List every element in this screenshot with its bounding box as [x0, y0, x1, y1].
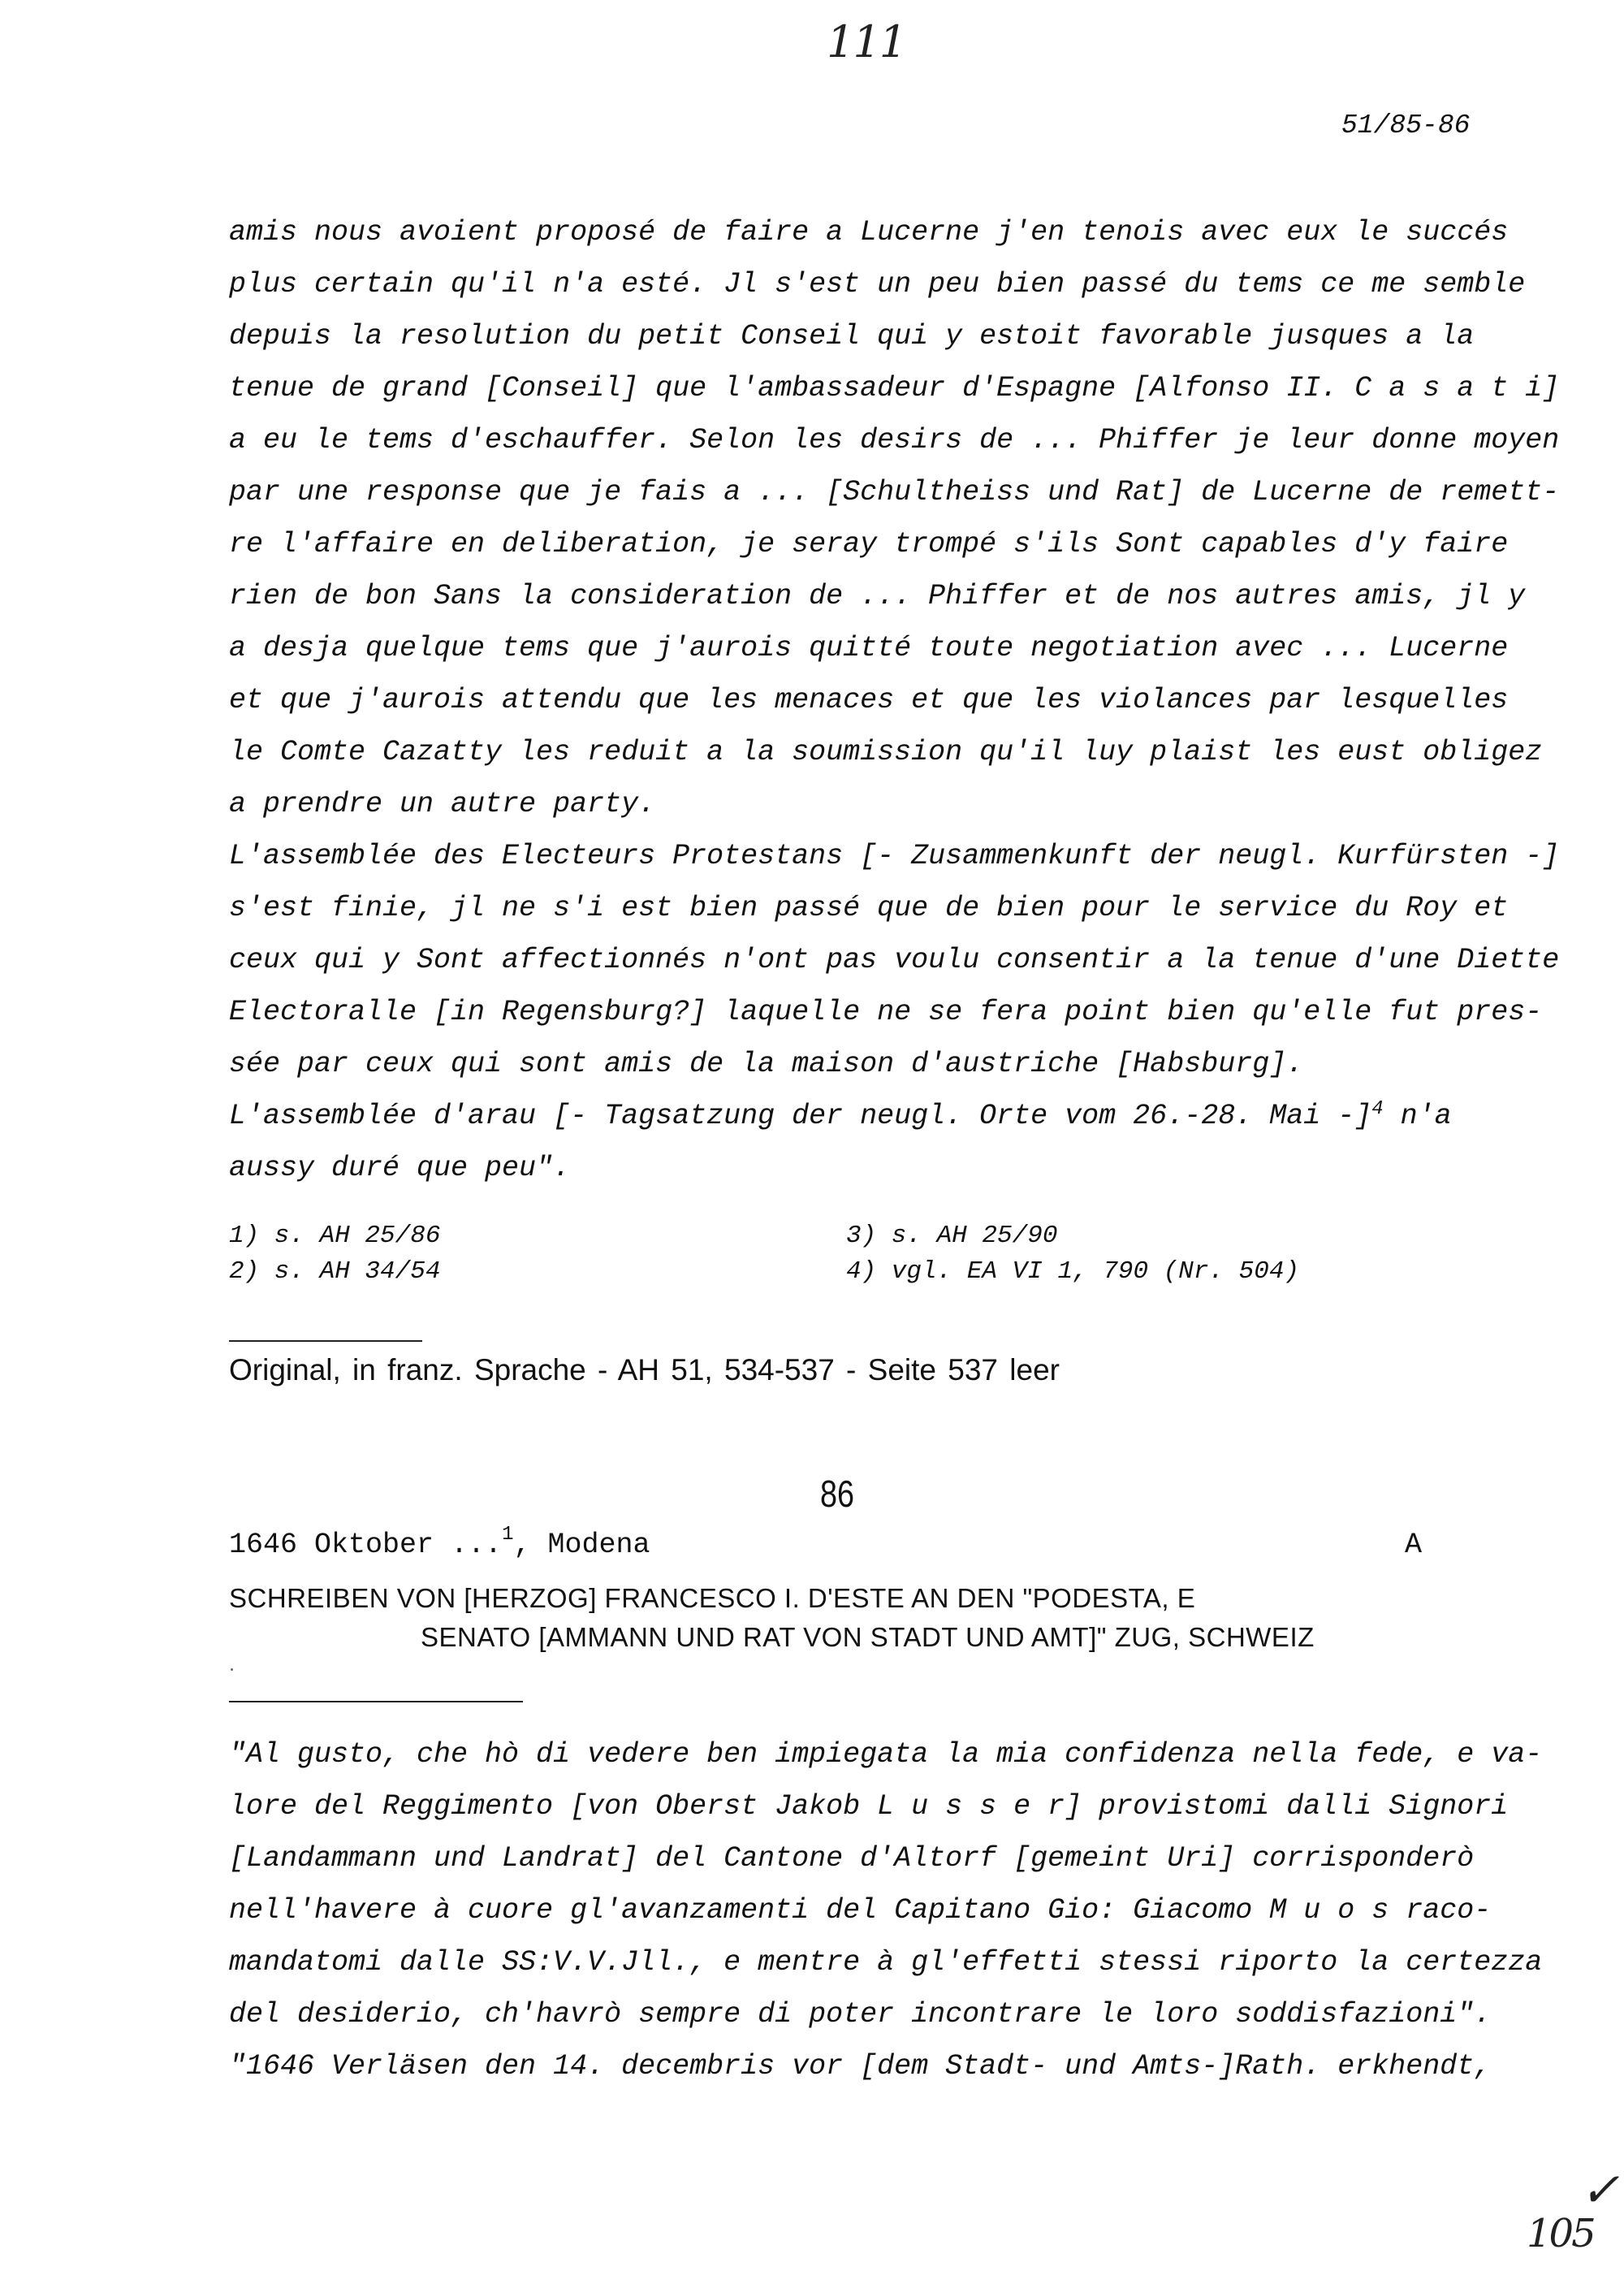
text-line: depuis la resolution du petit Conseil qui y estoit favorable jusques a la	[229, 320, 1475, 353]
text-line: le Comte Cazatty les reduit a la soumission qu'il luy plaist les eust obligez	[229, 736, 1543, 768]
text-line: L'assemblée des Electeurs Protestans [- Zusammenkunft der neugl. Kurfürsten -]	[229, 840, 1560, 872]
footnote: 2) s. AH 34/54	[229, 1257, 441, 1286]
footnote: 4) vgl. EA VI 1, 790 (Nr. 504)	[846, 1257, 1300, 1286]
text-line-tail: n'a	[1383, 1100, 1452, 1132]
text-line: rien de bon Sans la consideration de ... Phiffer et de nos autres amis, jl y	[229, 580, 1526, 612]
text-line-main: L'assemblée d'arau [- Tagsatzung der neugl. Orte vom 26.-28. Mai -]	[229, 1100, 1372, 1132]
text-line: re l'affaire en deliberation, je seray trompé s'ils Sont capables d'y faire	[229, 528, 1509, 560]
text-line: a eu le tems d'eschauffer. Selon les desirs de ... Phiffer je leur donne moyen	[229, 424, 1560, 456]
text-line: s'est finie, jl ne s'i est bien passé que de bien pour le service du Roy et	[229, 892, 1509, 924]
text-line: a desja quelque tems que j'aurois quitté toute negotiation avec ... Lucerne	[229, 632, 1509, 664]
text-line: del desiderio, ch'havrò sempre di poter incontrare le loro soddisfazioni".	[229, 1998, 1492, 2031]
heading-line: SENATO [AMMANN UND RAT VON STADT UND AMT]" ZUG, SCHWEIZ	[421, 1622, 1315, 1652]
text-line: tenue de grand [Conseil] que l'ambassadeur d'Espagne [Alfonso II. C a s a t i]	[229, 372, 1560, 404]
letter-continued-text	[229, 206, 1560, 1194]
text-line: "Al gusto, che hò di vedere ben impiegata la mia confidenza nella fede, e va-	[229, 1738, 1543, 1771]
document-heading	[229, 1579, 1315, 1657]
handwritten-folio-number: 105	[1527, 2211, 1594, 2256]
text-line: mandatomi dalle SS:V.V.Jll., e mentre à gl'effetti stessi riporto la certezza	[229, 1946, 1543, 1979]
speck	[231, 1668, 233, 1671]
text-line: nell'havere à cuore gl'avanzamenti del Capitano Gio: Giacomo M u o s raco-	[229, 1894, 1492, 1927]
letter-new-text	[229, 1728, 1543, 2092]
footnote: 3) s. AH 25/90	[846, 1222, 1058, 1250]
divider	[229, 1340, 422, 1342]
text-line: lore del Reggimento [von Oberst Jakob L u s s e r] provistomi dalli Signori	[229, 1790, 1509, 1823]
date-text: 1646 Oktober ...	[229, 1529, 503, 1561]
text-line: a prendre un autre party.	[229, 788, 656, 820]
text-line: ceux qui y Sont affectionnés n'ont pas voulu consentir a la tenue d'une Diette	[229, 944, 1560, 976]
text-line: "1646 Verläsen den 14. decembris vor [dem Stadt- und Amts-]Rath. erkhendt,	[229, 2050, 1492, 2083]
divider	[229, 1701, 523, 1702]
text-line: sée par ceux qui sont amis de la maison d'austriche [Habsburg].	[229, 1048, 1304, 1080]
check-mark: ✓	[1580, 2162, 1620, 2217]
text-line: Electoralle [in Regensburg?] laquelle ne se fera point bien qu'elle fut pres-	[229, 996, 1543, 1028]
footnote: 1) s. AH 25/86	[229, 1222, 441, 1250]
place-text: , Modena	[513, 1529, 650, 1561]
text-line: par une response que je fais a ... [Schultheiss und Rat] de Lucerne de remett-	[229, 476, 1560, 508]
source-note: Original, in franz. Sprache - AH 51, 534-537 - Seite 537 leer	[229, 1353, 1060, 1386]
text-line: aussy duré que peu".	[229, 1152, 571, 1184]
handwritten-page-number: 111	[827, 16, 906, 67]
document-letter: A	[1405, 1529, 1423, 1561]
footnote-marker: 1	[502, 1524, 514, 1546]
text-line: et que j'aurois attendu que les menaces et que les violances par lesquelles	[229, 684, 1509, 716]
page-reference: 51/85-86	[1341, 110, 1471, 141]
text-line: amis nous avoient proposé de faire a Lucerne j'en tenois avec eux le succés	[229, 216, 1509, 249]
heading-line: SCHREIBEN VON [HERZOG] FRANCESCO I. D'ESTE AN DEN "PODESTA, E	[229, 1583, 1196, 1613]
text-line: plus certain qu'il n'a esté. Jl s'est un peu bien passé du tems ce me semble	[229, 268, 1526, 301]
text-line	[229, 1090, 1510, 1142]
text-line: [Landammann und Landrat] del Cantone d'Altorf [gemeint Uri] corrisponderò	[229, 1842, 1475, 1875]
date-place	[229, 1524, 650, 1561]
footnote-marker: 4	[1371, 1098, 1384, 1120]
document-number: 86	[820, 1473, 854, 1515]
